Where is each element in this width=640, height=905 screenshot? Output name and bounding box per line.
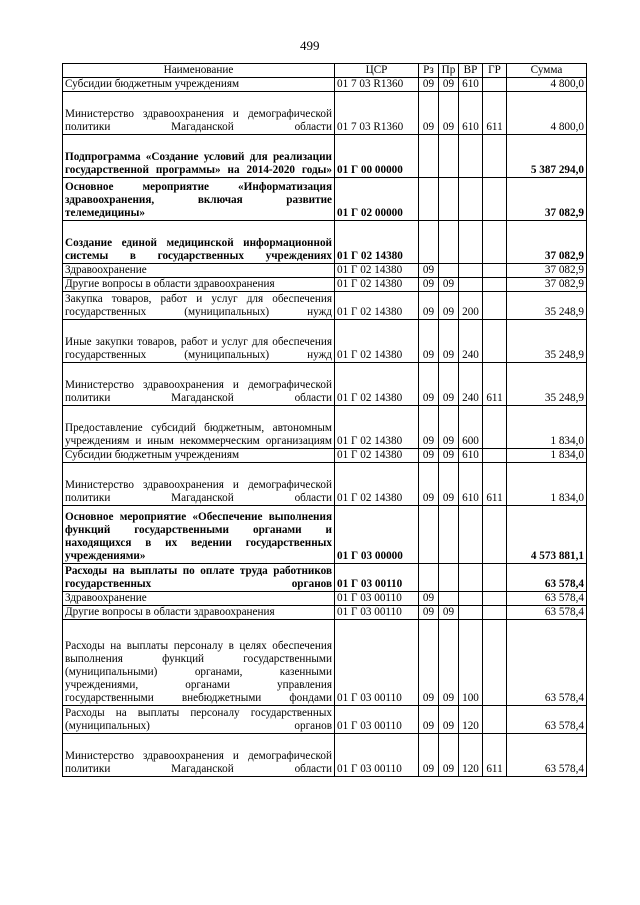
cell-rz: 09 <box>419 320 439 363</box>
cell-vr <box>459 592 483 606</box>
cell-csr: 01 Г 02 14380 <box>335 320 419 363</box>
cell-pr: 09 <box>439 292 459 320</box>
cell-vr <box>459 506 483 564</box>
cell-rz: 09 <box>419 449 439 463</box>
cell-rz: 09 <box>419 78 439 92</box>
cell-rz: 09 <box>419 406 439 449</box>
cell-name: Подпрограмма «Создание условий для реализации государственной программы» на 2014-2020 годы» <box>63 135 335 178</box>
cell-gr: 611 <box>483 92 507 135</box>
cell-sum: 63 578,4 <box>507 620 587 706</box>
cell-gr <box>483 264 507 278</box>
cell-rz <box>419 135 439 178</box>
cell-csr: 01 Г 03 00110 <box>335 592 419 606</box>
cell-pr: 09 <box>439 406 459 449</box>
cell-csr: 01 Г 02 14380 <box>335 449 419 463</box>
cell-gr <box>483 178 507 221</box>
table-row <box>63 506 587 564</box>
table-body <box>63 78 587 777</box>
cell-pr: 09 <box>439 620 459 706</box>
table-row <box>63 178 587 221</box>
cell-name: Субсидии бюджетным учреждениям <box>63 78 335 92</box>
cell-csr: 01 Г 02 14380 <box>335 264 419 278</box>
header-csr: ЦСР <box>335 64 419 78</box>
cell-name: Субсидии бюджетным учреждениям <box>63 449 335 463</box>
cell-rz: 09 <box>419 264 439 278</box>
cell-vr: 120 <box>459 734 483 777</box>
cell-gr <box>483 135 507 178</box>
table-row <box>63 292 587 320</box>
table-row <box>63 320 587 363</box>
cell-csr: 01 Г 03 00110 <box>335 706 419 734</box>
cell-sum: 4 800,0 <box>507 78 587 92</box>
header-pr: Пр <box>439 64 459 78</box>
table-header-row <box>63 64 587 78</box>
cell-csr: 01 Г 02 14380 <box>335 292 419 320</box>
cell-csr: 01 Г 02 00000 <box>335 178 419 221</box>
cell-sum: 5 387 294,0 <box>507 135 587 178</box>
cell-pr: 09 <box>439 449 459 463</box>
cell-name: Закупка товаров, работ и услуг для обеспечения государственных (муниципальных) нужд <box>63 292 335 320</box>
cell-gr <box>483 706 507 734</box>
cell-rz: 09 <box>419 292 439 320</box>
cell-pr: 09 <box>439 78 459 92</box>
cell-name: Здравоохранение <box>63 592 335 606</box>
cell-pr: 09 <box>439 278 459 292</box>
cell-gr <box>483 620 507 706</box>
page-number: 499 <box>300 38 320 53</box>
table-row <box>63 264 587 278</box>
cell-gr <box>483 292 507 320</box>
cell-csr: 01 Г 02 14380 <box>335 221 419 264</box>
cell-csr: 01 Г 00 00000 <box>335 135 419 178</box>
cell-name: Министерство здравоохранения и демографической политики Магаданской области <box>63 363 335 406</box>
cell-name: Расходы на выплаты по оплате труда работников государственных органов <box>63 564 335 592</box>
budget-table <box>62 63 587 777</box>
table-row <box>63 606 587 620</box>
table-row <box>63 78 587 92</box>
cell-csr: 01 Г 03 00110 <box>335 564 419 592</box>
table-row <box>63 278 587 292</box>
cell-sum: 1 834,0 <box>507 449 587 463</box>
header-rz: Рз <box>419 64 439 78</box>
cell-csr: 01 7 03 R1360 <box>335 92 419 135</box>
cell-gr: 611 <box>483 463 507 506</box>
cell-name: Министерство здравоохранения и демографической политики Магаданской области <box>63 463 335 506</box>
cell-pr: 09 <box>439 734 459 777</box>
cell-name: Предоставление субсидий бюджетным, автономным учреждениям и иным некоммерческим организациям <box>63 406 335 449</box>
cell-vr <box>459 264 483 278</box>
table-row <box>63 592 587 606</box>
cell-name: Здравоохранение <box>63 264 335 278</box>
cell-vr: 610 <box>459 92 483 135</box>
cell-rz <box>419 564 439 592</box>
cell-vr: 240 <box>459 320 483 363</box>
cell-vr: 100 <box>459 620 483 706</box>
cell-sum: 35 248,9 <box>507 292 587 320</box>
table-row <box>63 363 587 406</box>
cell-vr: 610 <box>459 463 483 506</box>
cell-csr: 01 Г 03 00000 <box>335 506 419 564</box>
cell-sum: 63 578,4 <box>507 734 587 777</box>
table-row <box>63 706 587 734</box>
cell-vr: 240 <box>459 363 483 406</box>
cell-rz: 09 <box>419 92 439 135</box>
cell-pr <box>439 506 459 564</box>
cell-rz: 09 <box>419 734 439 777</box>
cell-vr: 120 <box>459 706 483 734</box>
cell-gr: 611 <box>483 363 507 406</box>
cell-sum: 35 248,9 <box>507 363 587 406</box>
cell-vr <box>459 135 483 178</box>
cell-csr: 01 7 03 R1360 <box>335 78 419 92</box>
cell-sum: 35 248,9 <box>507 320 587 363</box>
table-row <box>63 449 587 463</box>
cell-csr: 01 Г 02 14380 <box>335 363 419 406</box>
table-row <box>63 221 587 264</box>
cell-sum: 37 082,9 <box>507 278 587 292</box>
cell-pr <box>439 592 459 606</box>
cell-vr <box>459 606 483 620</box>
cell-sum: 37 082,9 <box>507 264 587 278</box>
cell-gr: 611 <box>483 734 507 777</box>
cell-sum: 63 578,4 <box>507 706 587 734</box>
header-vr: ВР <box>459 64 483 78</box>
cell-rz: 09 <box>419 620 439 706</box>
cell-gr <box>483 606 507 620</box>
cell-pr <box>439 178 459 221</box>
cell-gr <box>483 78 507 92</box>
cell-name: Основное мероприятие «Обеспечение выполнения функций государственными органами и находящихся в их ведении государственных учреждениями» <box>63 506 335 564</box>
cell-pr <box>439 221 459 264</box>
cell-pr <box>439 135 459 178</box>
cell-rz: 09 <box>419 592 439 606</box>
cell-gr <box>483 506 507 564</box>
table-row <box>63 734 587 777</box>
cell-pr: 09 <box>439 320 459 363</box>
cell-vr <box>459 178 483 221</box>
cell-pr: 09 <box>439 606 459 620</box>
cell-rz <box>419 221 439 264</box>
cell-csr: 01 Г 03 00110 <box>335 606 419 620</box>
cell-vr: 610 <box>459 449 483 463</box>
table-row <box>63 463 587 506</box>
header-gr: ГР <box>483 64 507 78</box>
cell-sum: 37 082,9 <box>507 178 587 221</box>
cell-vr <box>459 221 483 264</box>
cell-pr <box>439 564 459 592</box>
cell-gr <box>483 278 507 292</box>
cell-csr: 01 Г 02 14380 <box>335 406 419 449</box>
cell-gr <box>483 320 507 363</box>
cell-csr: 01 Г 02 14380 <box>335 278 419 292</box>
cell-vr: 610 <box>459 78 483 92</box>
cell-sum: 63 578,4 <box>507 606 587 620</box>
cell-pr <box>439 264 459 278</box>
cell-name: Другие вопросы в области здравоохранения <box>63 278 335 292</box>
cell-name: Иные закупки товаров, работ и услуг для обеспечения государственных (муниципальных) нужд <box>63 320 335 363</box>
cell-name: Расходы на выплаты персоналу в целях обеспечения выполнения функций государственными (муниципальными) органами, казенными учреждениями, органами управления государственными внебюджетными фондами <box>63 620 335 706</box>
cell-pr: 09 <box>439 706 459 734</box>
cell-vr <box>459 564 483 592</box>
table-row <box>63 92 587 135</box>
cell-gr <box>483 406 507 449</box>
header-name: Наименование <box>63 64 335 78</box>
cell-name: Министерство здравоохранения и демографической политики Магаданской области <box>63 734 335 777</box>
cell-sum: 1 834,0 <box>507 406 587 449</box>
cell-csr: 01 Г 03 00110 <box>335 734 419 777</box>
cell-csr: 01 Г 02 14380 <box>335 463 419 506</box>
cell-sum: 37 082,9 <box>507 221 587 264</box>
cell-sum: 4 800,0 <box>507 92 587 135</box>
cell-name: Создание единой медицинской информационной системы в государственных учреждениях <box>63 221 335 264</box>
header-sum: Сумма <box>507 64 587 78</box>
cell-pr: 09 <box>439 92 459 135</box>
table-row <box>63 564 587 592</box>
cell-vr: 600 <box>459 406 483 449</box>
cell-rz: 09 <box>419 606 439 620</box>
cell-rz: 09 <box>419 278 439 292</box>
cell-rz: 09 <box>419 463 439 506</box>
cell-sum: 63 578,4 <box>507 592 587 606</box>
table-row <box>63 135 587 178</box>
cell-rz <box>419 178 439 221</box>
cell-vr: 200 <box>459 292 483 320</box>
cell-rz: 09 <box>419 706 439 734</box>
cell-name: Расходы на выплаты персоналу государственных (муниципальных) органов <box>63 706 335 734</box>
cell-sum: 63 578,4 <box>507 564 587 592</box>
cell-pr: 09 <box>439 463 459 506</box>
cell-rz: 09 <box>419 363 439 406</box>
cell-gr <box>483 449 507 463</box>
cell-name: Другие вопросы в области здравоохранения <box>63 606 335 620</box>
cell-gr <box>483 592 507 606</box>
cell-gr <box>483 564 507 592</box>
cell-vr <box>459 278 483 292</box>
table-row <box>63 620 587 706</box>
cell-pr: 09 <box>439 363 459 406</box>
cell-name: Основное мероприятие «Информатизация здравоохранения, включая развитие телемедицины» <box>63 178 335 221</box>
cell-name: Министерство здравоохранения и демографической политики Магаданской области <box>63 92 335 135</box>
cell-gr <box>483 221 507 264</box>
table-row <box>63 406 587 449</box>
cell-csr: 01 Г 03 00110 <box>335 620 419 706</box>
cell-sum: 4 573 881,1 <box>507 506 587 564</box>
cell-rz <box>419 506 439 564</box>
cell-sum: 1 834,0 <box>507 463 587 506</box>
